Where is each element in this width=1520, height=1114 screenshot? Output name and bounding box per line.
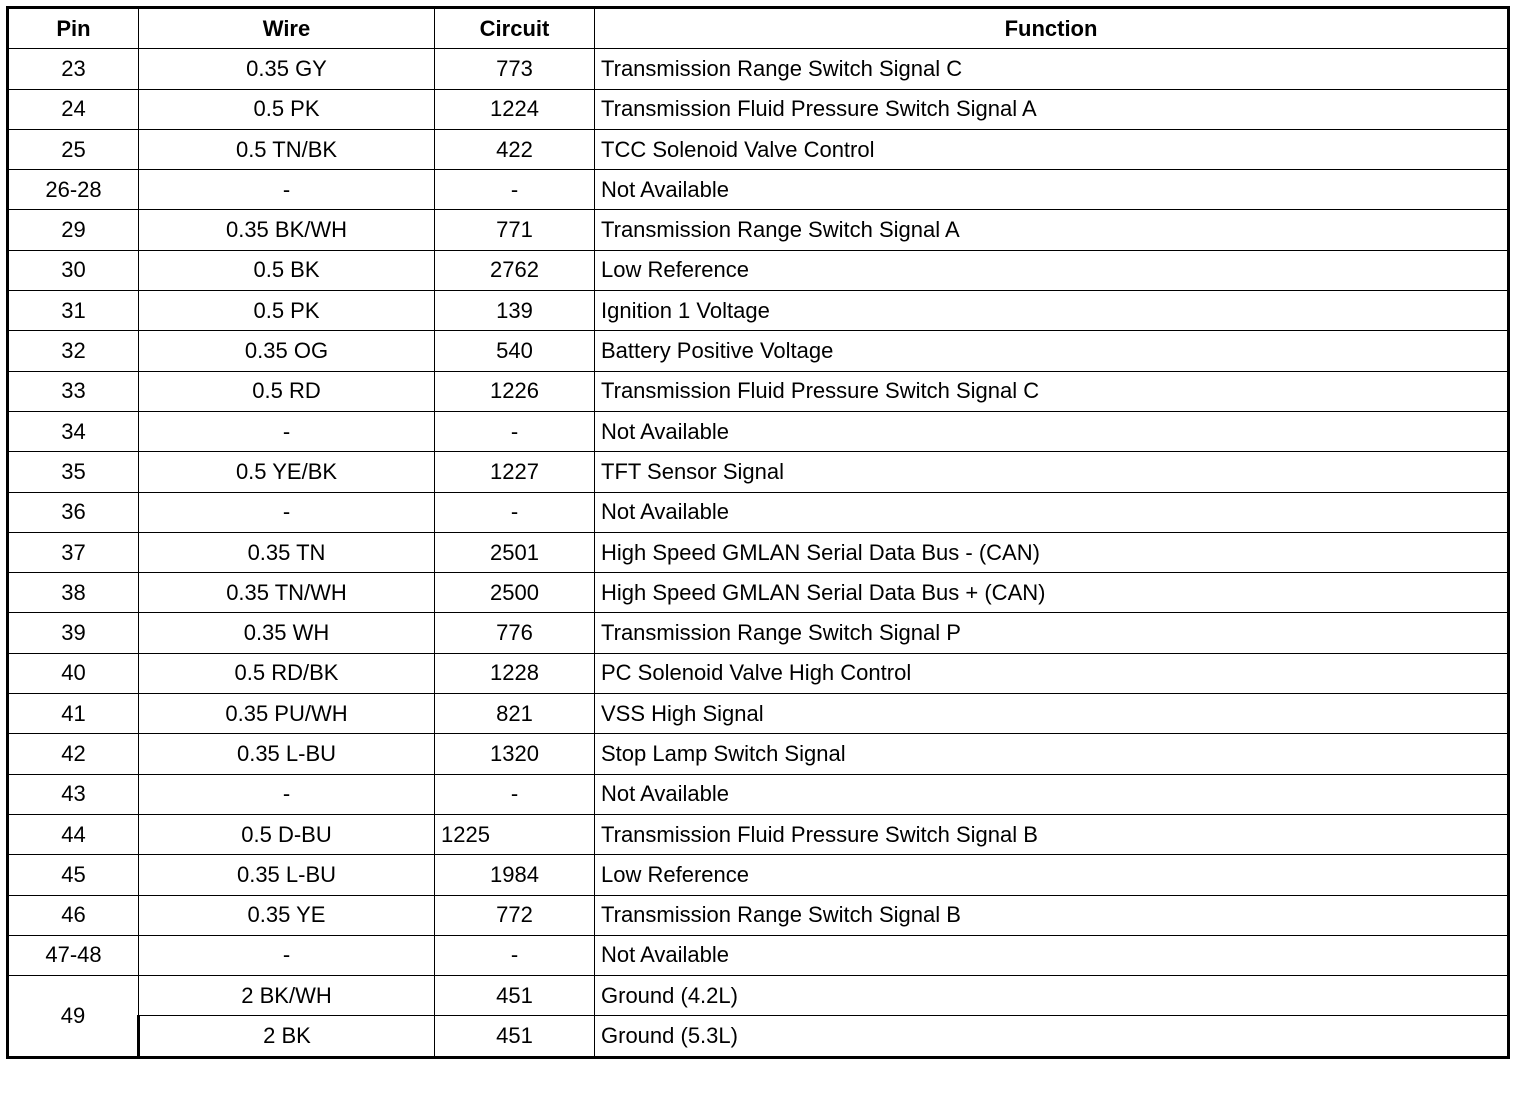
pin-cell: 31 xyxy=(8,291,139,331)
wire-cell: 2 BK xyxy=(139,1016,435,1057)
function-cell: Transmission Range Switch Signal C xyxy=(595,49,1509,89)
circuit-cell: 451 xyxy=(435,1016,595,1057)
table-row xyxy=(8,331,1509,371)
pin-cell: 25 xyxy=(8,129,139,169)
circuit-cell: - xyxy=(435,170,595,210)
table-row xyxy=(8,411,1509,451)
wire-cell: 2 BK/WH xyxy=(139,976,435,1016)
wire-cell: 0.5 RD/BK xyxy=(139,653,435,693)
wire-cell: 0.35 L-BU xyxy=(139,855,435,895)
table-row xyxy=(8,774,1509,814)
circuit-cell: - xyxy=(435,492,595,532)
function-cell: Low Reference xyxy=(595,855,1509,895)
wire-cell: 0.35 GY xyxy=(139,49,435,89)
table-row xyxy=(8,89,1509,129)
table-row xyxy=(8,250,1509,290)
table-row xyxy=(8,935,1509,975)
wire-cell: 0.35 PU/WH xyxy=(139,694,435,734)
circuit-cell: 1320 xyxy=(435,734,595,774)
circuit-cell: 772 xyxy=(435,895,595,935)
header-circuit: Circuit xyxy=(435,8,595,49)
function-cell: TCC Solenoid Valve Control xyxy=(595,129,1509,169)
pin-cell: 42 xyxy=(8,734,139,774)
table-row xyxy=(8,694,1509,734)
table-row xyxy=(8,291,1509,331)
wire-cell: 0.35 WH xyxy=(139,613,435,653)
function-cell: High Speed GMLAN Serial Data Bus - (CAN) xyxy=(595,532,1509,572)
wire-cell: 0.35 TN/WH xyxy=(139,573,435,613)
function-cell: Not Available xyxy=(595,935,1509,975)
table-row xyxy=(8,1016,1509,1057)
table-row xyxy=(8,371,1509,411)
function-cell: Transmission Fluid Pressure Switch Signal B xyxy=(595,814,1509,854)
table-row xyxy=(8,976,1509,1016)
circuit-cell: 451 xyxy=(435,976,595,1016)
pin-cell: 29 xyxy=(8,210,139,250)
header-wire: Wire xyxy=(139,8,435,49)
wire-cell: 0.5 TN/BK xyxy=(139,129,435,169)
wire-cell: 0.35 L-BU xyxy=(139,734,435,774)
wire-cell: 0.5 PK xyxy=(139,291,435,331)
function-cell: Transmission Range Switch Signal B xyxy=(595,895,1509,935)
pin-cell: 38 xyxy=(8,573,139,613)
function-cell: VSS High Signal xyxy=(595,694,1509,734)
function-cell: Stop Lamp Switch Signal xyxy=(595,734,1509,774)
wire-cell: 0.35 TN xyxy=(139,532,435,572)
circuit-cell: 1228 xyxy=(435,653,595,693)
function-cell: Not Available xyxy=(595,170,1509,210)
wire-cell: 0.35 YE xyxy=(139,895,435,935)
pin-cell: 46 xyxy=(8,895,139,935)
table-row xyxy=(8,452,1509,492)
circuit-cell: 422 xyxy=(435,129,595,169)
circuit-cell: 776 xyxy=(435,613,595,653)
pin-cell: 23 xyxy=(8,49,139,89)
circuit-cell: 821 xyxy=(435,694,595,734)
function-cell: Low Reference xyxy=(595,250,1509,290)
pin-cell: 47-48 xyxy=(8,935,139,975)
pin-cell: 37 xyxy=(8,532,139,572)
pin-cell: 24 xyxy=(8,89,139,129)
wire-cell: 0.5 D-BU xyxy=(139,814,435,854)
function-cell: Transmission Fluid Pressure Switch Signal C xyxy=(595,371,1509,411)
function-cell: Transmission Range Switch Signal A xyxy=(595,210,1509,250)
table-row xyxy=(8,532,1509,572)
circuit-cell: - xyxy=(435,411,595,451)
circuit-cell: 1984 xyxy=(435,855,595,895)
wire-cell: 0.5 PK xyxy=(139,89,435,129)
circuit-cell: 1224 xyxy=(435,89,595,129)
table-row xyxy=(8,170,1509,210)
wire-cell: - xyxy=(139,774,435,814)
function-cell: Ground (4.2L) xyxy=(595,976,1509,1016)
table-row xyxy=(8,129,1509,169)
table-row xyxy=(8,734,1509,774)
table-row xyxy=(8,210,1509,250)
wire-cell: 0.5 YE/BK xyxy=(139,452,435,492)
circuit-cell: 771 xyxy=(435,210,595,250)
table-row xyxy=(8,613,1509,653)
pinout-table xyxy=(6,6,1510,1059)
pin-cell: 35 xyxy=(8,452,139,492)
wire-cell: - xyxy=(139,411,435,451)
wire-cell: 0.35 BK/WH xyxy=(139,210,435,250)
table-row xyxy=(8,895,1509,935)
table-header-row xyxy=(8,8,1509,49)
header-function: Function xyxy=(595,8,1509,49)
circuit-cell: 2501 xyxy=(435,532,595,572)
function-cell: Ground (5.3L) xyxy=(595,1016,1509,1057)
circuit-cell: 1226 xyxy=(435,371,595,411)
pin-cell: 26-28 xyxy=(8,170,139,210)
pin-cell: 45 xyxy=(8,855,139,895)
circuit-cell: 139 xyxy=(435,291,595,331)
circuit-cell: 1227 xyxy=(435,452,595,492)
table-row xyxy=(8,492,1509,532)
pin-cell: 40 xyxy=(8,653,139,693)
wire-cell: - xyxy=(139,170,435,210)
function-cell: Transmission Fluid Pressure Switch Signal A xyxy=(595,89,1509,129)
function-cell: Transmission Range Switch Signal P xyxy=(595,613,1509,653)
function-cell: TFT Sensor Signal xyxy=(595,452,1509,492)
function-cell: Not Available xyxy=(595,774,1509,814)
wire-cell: 0.5 BK xyxy=(139,250,435,290)
pin-cell: 43 xyxy=(8,774,139,814)
pin-cell: 41 xyxy=(8,694,139,734)
circuit-cell: 1225 xyxy=(435,814,595,854)
circuit-cell: 2762 xyxy=(435,250,595,290)
function-cell: Not Available xyxy=(595,411,1509,451)
wire-cell: 0.5 RD xyxy=(139,371,435,411)
table-row xyxy=(8,573,1509,613)
circuit-cell: 540 xyxy=(435,331,595,371)
function-cell: Battery Positive Voltage xyxy=(595,331,1509,371)
function-cell: High Speed GMLAN Serial Data Bus + (CAN) xyxy=(595,573,1509,613)
wire-cell: - xyxy=(139,935,435,975)
pin-cell: 34 xyxy=(8,411,139,451)
table-row xyxy=(8,814,1509,854)
pin-cell: 32 xyxy=(8,331,139,371)
pin-cell: 44 xyxy=(8,814,139,854)
function-cell: Not Available xyxy=(595,492,1509,532)
table-row xyxy=(8,49,1509,89)
pin-cell: 36 xyxy=(8,492,139,532)
pin-cell: 49 xyxy=(8,976,139,1058)
table-row xyxy=(8,855,1509,895)
pin-cell: 39 xyxy=(8,613,139,653)
function-cell: Ignition 1 Voltage xyxy=(595,291,1509,331)
pin-cell: 30 xyxy=(8,250,139,290)
wire-cell: 0.35 OG xyxy=(139,331,435,371)
circuit-cell: 773 xyxy=(435,49,595,89)
circuit-cell: - xyxy=(435,774,595,814)
pin-cell: 33 xyxy=(8,371,139,411)
table-row xyxy=(8,653,1509,693)
circuit-cell: - xyxy=(435,935,595,975)
circuit-cell: 2500 xyxy=(435,573,595,613)
header-pin: Pin xyxy=(8,8,139,49)
wire-cell: - xyxy=(139,492,435,532)
function-cell: PC Solenoid Valve High Control xyxy=(595,653,1509,693)
